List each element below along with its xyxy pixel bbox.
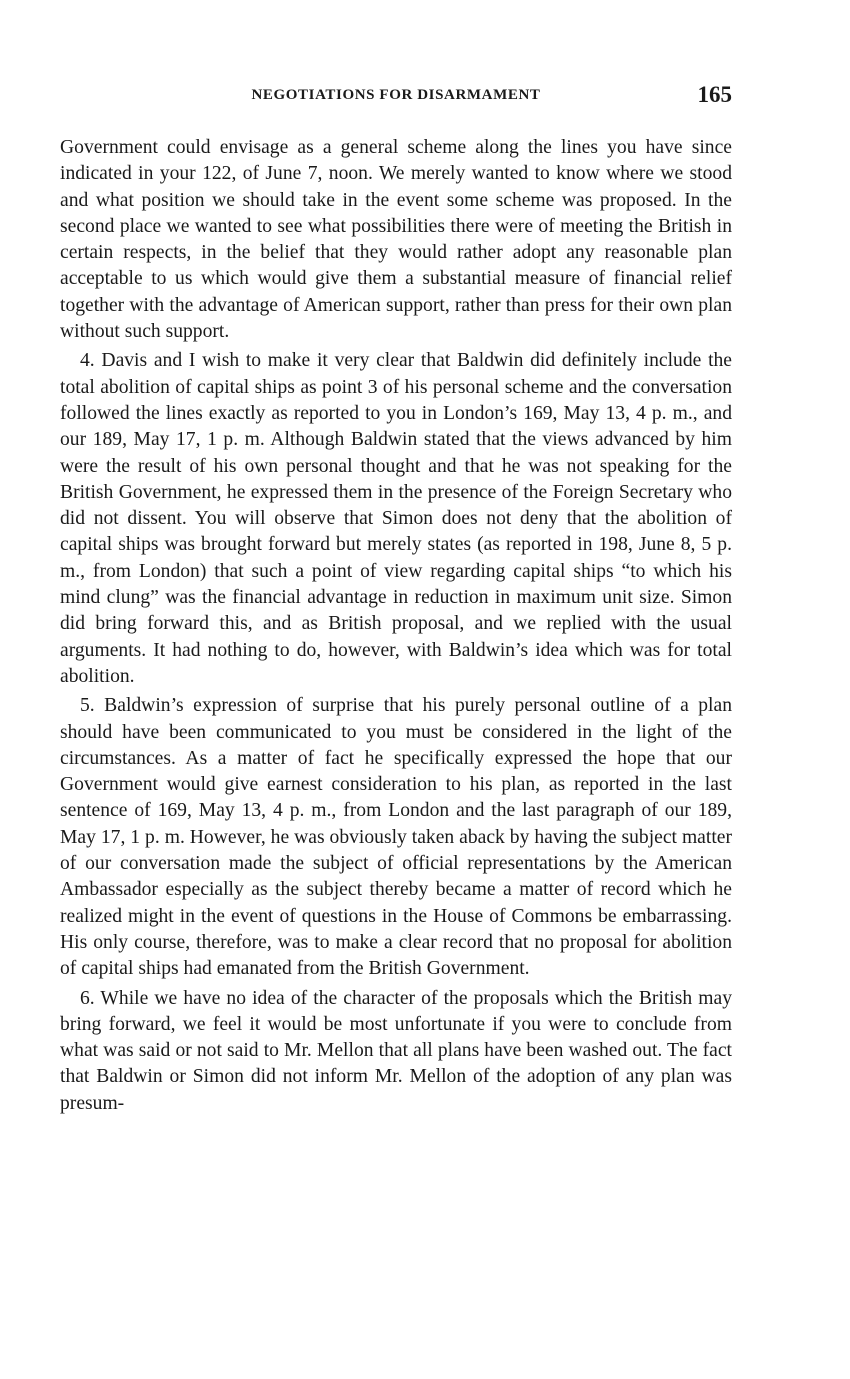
paragraph-6: 6. While we have no idea of the character of the proposals which the British may bring forward, we feel it would be most unfortunate if you were to conclude from what was said or not said to Mr. Mellon that all plans have been washed out. The fact that Baldwin or Simon did not inform Mr. Mellon of the adoption of any plan was presum- — [60, 987, 732, 1114]
paragraph-continuation: Government could envisage as a general scheme along the lines you have since indicated in your 122, of June 7, noon. We merely wanted to know where we stood and what position we should take in the event some scheme was proposed. In the second place we wanted to see what possibilities there were of meeting the British in certain respects, in the belief that they would rather adopt any reasonable plan acceptable to us which would give them a substantial measure of financial relief together with the advantage of American support, rather than press for their own plan without such support. — [60, 137, 732, 343]
paragraph-4: 4. Davis and I wish to make it very clear that Baldwin did definitely include the total abolition of capital ships as point 3 of his personal scheme and the conversation followed the lines exactly as reported to you in London’s 169, May 13, 4 p. m., and our 189, May 17, 1 p. m. Although Baldwin stated that the views advanced by him were the result of his own personal thought and that he was not speaking for the British Government, he expressed them in the presence of the Foreign Secretary who did not dissent. You will observe that Simon does not deny that the abolition of capital ships was brought forward but merely states (as reported in 198, June 8, 5 p. m., from London) that such a point of view regarding capital ships “to which his mind clung” was the financial advantage in reduction in maximum unit size. Simon did bring forward this, and as British proposal, and we replied with the usual arguments. It had nothing to do, however, with Baldwin’s idea which was for total abolition. — [60, 350, 732, 687]
paragraph-5: 5. Baldwin’s expression of surprise that his purely personal outline of a plan should have been communicated to you must be considered in the light of the circumstances. As a matter of fact he specifically expressed the hope that our Government would give earnest consideration to his plan, as reported in the last sentence of 169, May 13, 4 p. m., from London and the last paragraph of our 189, May 17, 1 p. m. However, he was obviously taken aback by having the subject matter of our conversation made the subject of official representations by the American Ambassador especially as the subject thereby became a matter of record which he realized might in the event of questions in the House of Commons be embarrassing. His only course, therefore, was to make a clear record that no proposal for abolition of capital ships had emanated from the British Government. — [60, 695, 732, 980]
running-head — [60, 82, 732, 112]
page-number: 165 — [697, 82, 732, 107]
running-title: NEGOTIATIONS FOR DISARMAMENT — [251, 87, 541, 103]
body-text — [60, 135, 732, 1117]
